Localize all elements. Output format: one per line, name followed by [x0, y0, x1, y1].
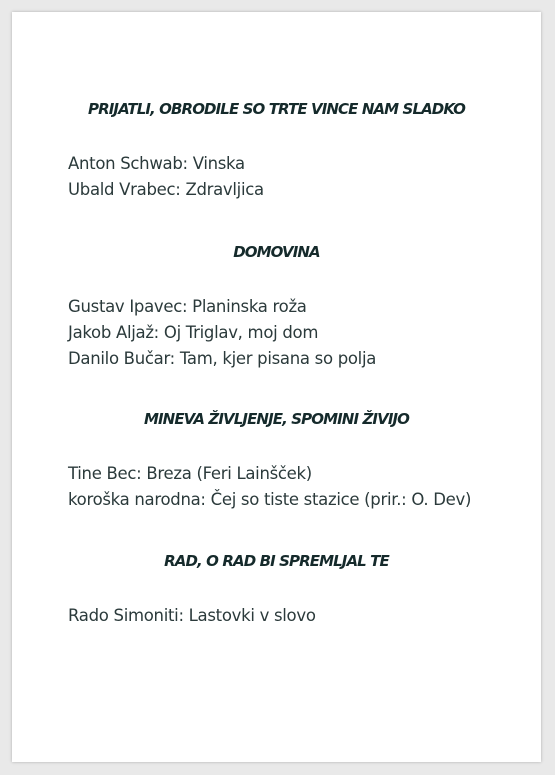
program-section-3 [68, 410, 521, 513]
program-entry: Rado Simoniti: Lastovki v slovo [68, 606, 316, 625]
section-heading: MINEVA ŽIVLJENJE, SPOMINI ŽIVIJO [143, 410, 410, 428]
program-entry: Gustav Ipavec: Planinska roža [68, 297, 307, 316]
program-entry: koroška narodna: Čej so tiste stazice (prir.: O. Dev) [68, 490, 472, 509]
program-entry: Danilo Bučar: Tam, kjer pisana so polja [68, 349, 377, 368]
section-entries [68, 294, 521, 372]
program-section-2 [68, 243, 521, 372]
section-heading: RAD, O RAD BI SPREMLJAL TE [164, 552, 389, 570]
program-entry: Jakob Aljaž: Oj Triglav, moj dom [68, 323, 319, 342]
section-entries [68, 603, 521, 629]
program-section-1 [68, 100, 521, 203]
program-entry: Ubald Vrabec: Zdravljica [68, 180, 264, 199]
program-entry: Tine Bec: Breza (Feri Lainšček) [68, 464, 312, 483]
section-heading: PRIJATLI, OBRODILE SO TRTE VINCE NAM SLADKO [88, 100, 465, 118]
document-page [12, 12, 541, 762]
program-entry: Anton Schwab: Vinska [68, 154, 245, 173]
program-section-4 [68, 552, 521, 629]
section-entries [68, 151, 521, 203]
section-heading: DOMOVINA [233, 243, 320, 261]
section-entries [68, 461, 521, 513]
